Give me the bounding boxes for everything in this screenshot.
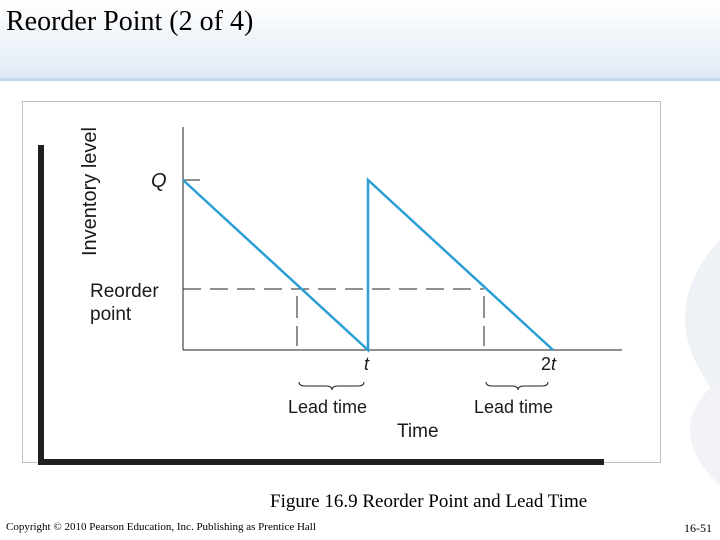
t-tick-label: t [364, 354, 370, 374]
slide-title: Reorder Point (2 of 4) [6, 6, 254, 37]
slide-number: 16-51 [684, 521, 712, 535]
inventory-level-line [183, 180, 553, 350]
copyright-notice: Copyright © 2010 Pearson Education, Inc. Publishing as Prentice Hall [6, 521, 316, 533]
q-label: Q [151, 170, 167, 192]
lead-time-brace-1 [299, 382, 364, 390]
lead-time-brace-2 [486, 382, 548, 390]
reorder-point-label-line2: point [90, 304, 132, 325]
y-axis-label: Inventory level [79, 127, 101, 256]
reorder-point-label-line1: Reorder [90, 281, 159, 302]
lead-time-label-1: Lead time [288, 397, 368, 417]
figure-caption: Figure 16.9 Reorder Point and Lead Time [270, 491, 588, 512]
x-axis-label: Time [397, 421, 439, 442]
two-t-tick-label: 2t [541, 354, 557, 374]
lead-time-label-2: Lead time [474, 397, 554, 417]
